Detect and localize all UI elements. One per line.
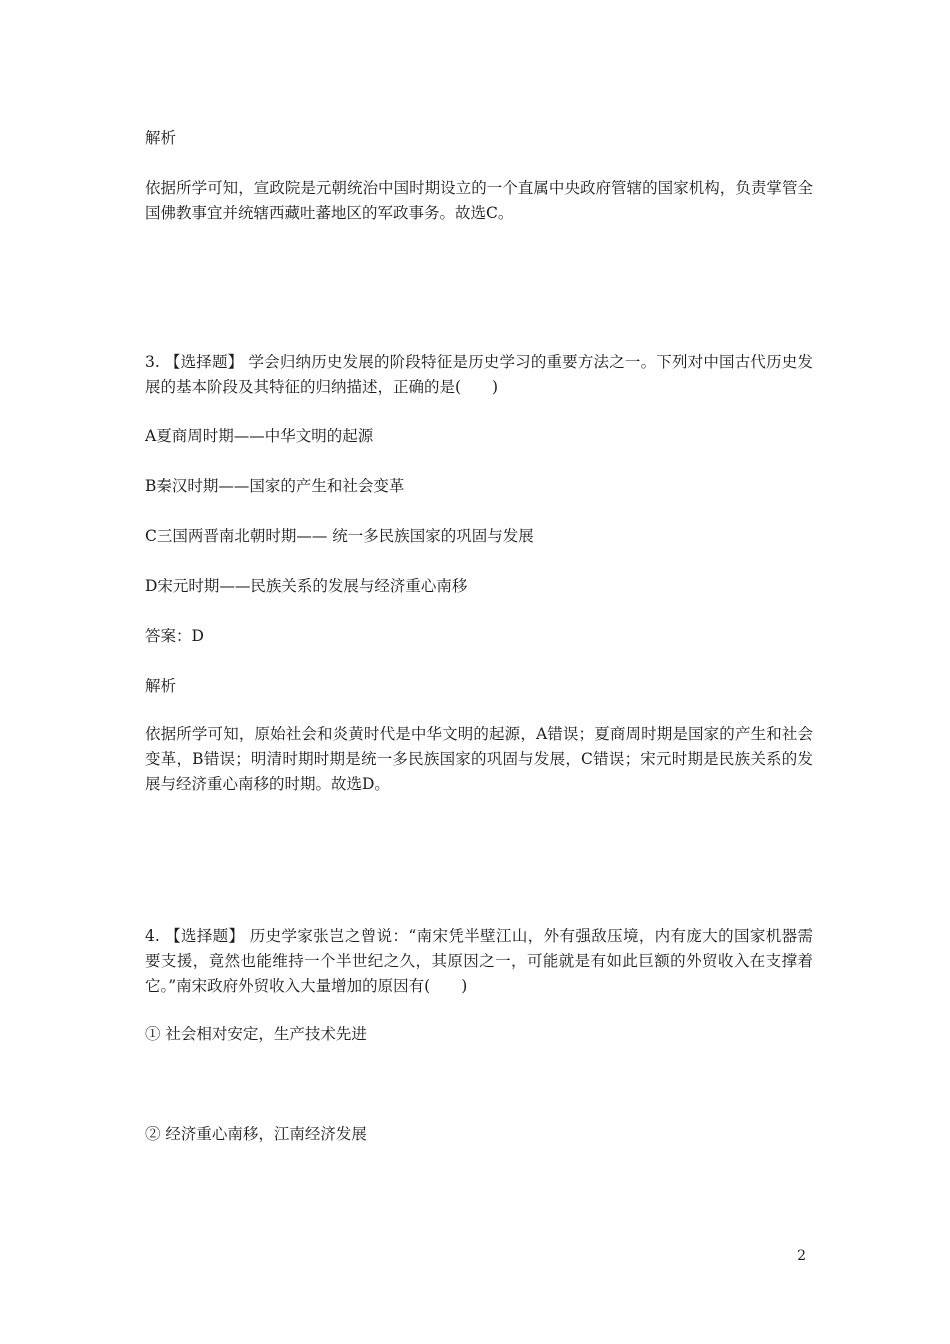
q3-option-c: C三国两晋南北朝时期—— 统一多民族国家的巩固与发展	[145, 527, 534, 545]
q3-option-a: A夏商周时期——中华文明的起源	[145, 427, 374, 445]
q3-option-b: B秦汉时期——国家的产生和社会变革	[145, 477, 405, 495]
q3-stem: 3. 【选择题】 学会归纳历史发展的阶段特征是历史学习的重要方法之一。下列对中国古代历史发展的基本阶段及其特征的归纳描述，正确的是( )	[145, 353, 813, 396]
q4-stem: 4. 【选择题】 历史学家张岂之曾说：“南宋凭半壁江山，外有强敌压境，内有庞大的国家机器需要支援，竟然也能维持一个半世纪之久，其原因之一，可能就是有如此巨额的外贸收入在支撑着它。”南宋政府外贸收入大量增加的原因有( )	[145, 927, 813, 995]
q3-explanation-heading: 解析	[145, 677, 177, 695]
q4-option-1: ① 社会相对安定，生产技术先进	[145, 1025, 367, 1043]
q3-explanation-text: 依据所学可知，原始社会和炎黄时代是中华文明的起源，A错误；夏商周时期是国家的产生和社会变革，B错误；明清时期时期是统一多民族国家的巩固与发展，C错误；宋元时期是民族关系的发展与经济重心南移的时期。故选D。	[145, 725, 813, 793]
page-number: 2	[797, 1248, 806, 1264]
q2-explanation-heading: 解析	[145, 129, 177, 147]
q4-option-2: ② 经济重心南移，江南经济发展	[145, 1125, 367, 1143]
q3-option-d: D宋元时期——民族关系的发展与经济重心南移	[145, 577, 468, 595]
q2-explanation-text: 依据所学可知，宣政院是元朝统治中国时期设立的一个直属中央政府管辖的国家机构，负责掌管全国佛教事宜并统辖西藏吐蕃地区的军政事务。故选C。	[145, 179, 813, 222]
q3-answer: 答案：D	[145, 627, 204, 645]
